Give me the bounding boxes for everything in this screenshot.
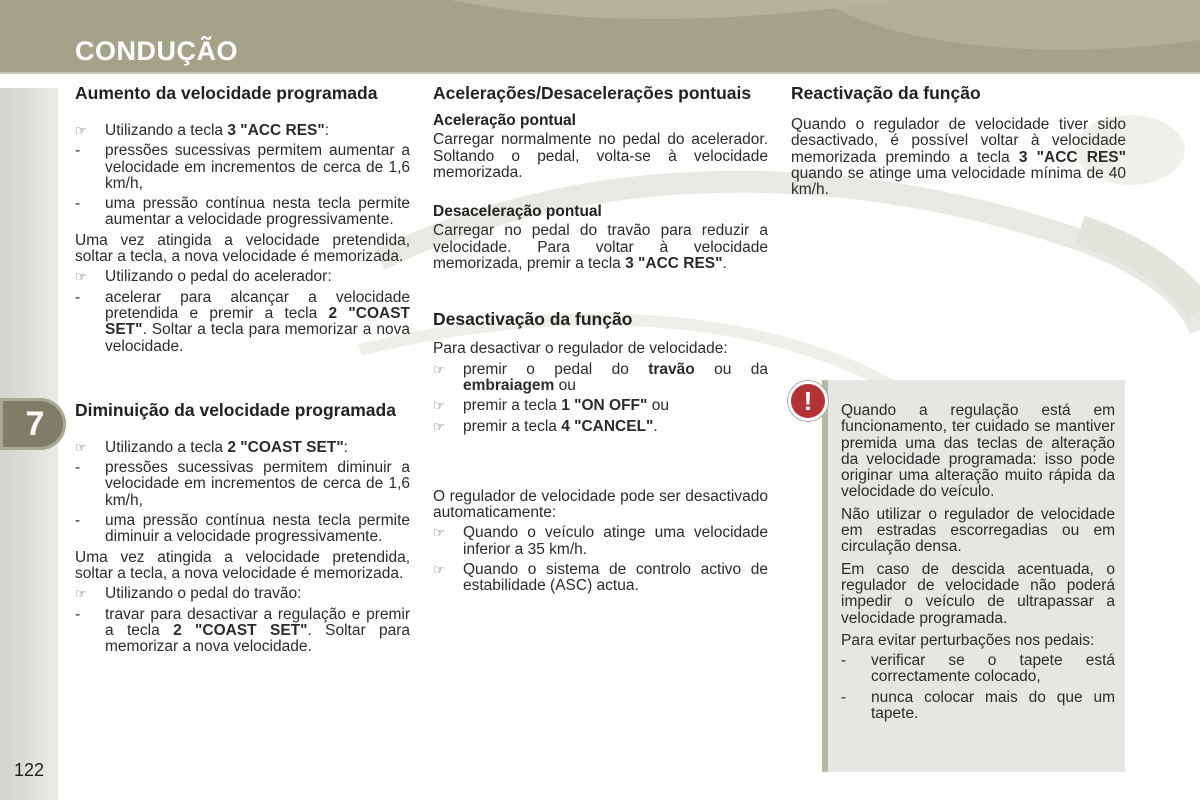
chapter-number: 7 bbox=[25, 404, 45, 443]
pointing-hand-icon: ☞ bbox=[75, 586, 87, 602]
list-item: ☞ premir a tecla 1 "ON OFF" ou bbox=[433, 397, 669, 415]
chapter-tab[interactable] bbox=[0, 398, 66, 450]
section-title-deactivation: Desactivação da função bbox=[433, 309, 633, 330]
paragraph: O regulador de velocidade pode ser desactivado automaticamente: bbox=[433, 487, 768, 522]
list-item: - verificar se o tapete está correctamente colocado, bbox=[841, 652, 1115, 686]
exclamation-icon: ! bbox=[788, 381, 828, 421]
subsection-title: Aceleração pontual bbox=[433, 112, 576, 129]
dash-marker: - bbox=[75, 605, 81, 623]
column-left bbox=[75, 84, 410, 655]
paragraph: Em caso de descida acentuada, o regulador de velocidade não poderá impedir o veículo de ultrapassar a velocidade programada. bbox=[841, 560, 1115, 627]
section-title-reactivation: Reactivação da função bbox=[791, 83, 981, 103]
warning-stripe bbox=[822, 380, 828, 772]
paragraph: Carregar no pedal do travão para reduzir a velocidade. Para voltar à velocidade memorizada, premir a tecla 3 "ACC RES". bbox=[433, 222, 768, 273]
list-item: ☞ Quando o veículo atinge uma velocidade inferior a 35 km/h. bbox=[433, 524, 768, 558]
dash-marker: - bbox=[75, 142, 81, 160]
dash-marker: - bbox=[75, 288, 81, 306]
section-title-decrease: Diminuição da velocidade programada bbox=[75, 399, 396, 420]
dash-marker: - bbox=[841, 688, 847, 706]
paragraph: Carregar normalmente no pedal do acelerador. Soltando o pedal, volta-se à velocidade memorizada. bbox=[433, 131, 768, 181]
list-item: ☞ Utilizando a tecla 3 "ACC RES": bbox=[75, 122, 330, 139]
column-middle bbox=[433, 84, 768, 595]
list-item: ☞ premir a tecla 4 "CANCEL". bbox=[433, 417, 658, 435]
paragraph: Para evitar perturbações nos pedais: bbox=[841, 631, 1095, 649]
list-item: - uma pressão contínua nesta tecla permite diminuir a velocidade progressivamente. bbox=[75, 512, 410, 546]
dash-marker: - bbox=[75, 459, 81, 477]
paragraph: Uma vez atingida a velocidade pretendida, soltar a tecla, a nova velocidade é memorizada. bbox=[75, 548, 410, 582]
dash-marker: - bbox=[75, 195, 81, 213]
page-number: 122 bbox=[14, 760, 45, 780]
list-item: - travar para desactivar a regulação e premir a tecla 2 "COAST SET". Soltar para memorizar a nova velocidade. bbox=[75, 605, 411, 656]
warning-text bbox=[841, 403, 1115, 722]
pointing-hand-icon: ☞ bbox=[433, 562, 445, 578]
page-title: CONDUÇÃO bbox=[75, 36, 238, 66]
list-item: ☞ Utilizando a tecla 2 "COAST SET": bbox=[75, 438, 348, 456]
paragraph: Quando a regulação está em funcionamento, ter cuidado se mantiver premida uma das teclas de alteração da velocidade programada: isso pode originar uma alteração muito rápida da velocidade do veículo. bbox=[841, 402, 1115, 501]
list-item: - acelerar para alcançar a velocidade pretendida e premir a tecla 2 "COAST SET". Soltar a tecla para memorizar a nova velocidade. bbox=[75, 288, 411, 355]
paragraph: Uma vez atingida a velocidade pretendida, soltar a tecla, a nova velocidade é memorizada. bbox=[75, 231, 410, 266]
list-item: - pressões sucessivas permitem aumentar a velocidade em incrementos de cerca de 1,6 km/h, bbox=[75, 142, 410, 192]
list-item: - nunca colocar mais do que um tapete. bbox=[841, 688, 1115, 723]
paragraph: Para desactivar o regulador de velocidade: bbox=[433, 340, 728, 358]
dash-marker: - bbox=[841, 652, 847, 670]
section-title-increase: Aumento da velocidade programada bbox=[75, 83, 378, 103]
pointing-hand-icon: ☞ bbox=[433, 398, 445, 414]
pointing-hand-icon: ☞ bbox=[75, 439, 87, 455]
list-item: ☞ Quando o sistema de controlo activo de estabilidade (ASC) actua. bbox=[433, 561, 768, 595]
list-item: ☞ premir o pedal do travão ou da embraiagem ou bbox=[433, 360, 768, 394]
paragraph: Quando o regulador de velocidade tiver sido desactivado, é possível voltar à velocidade memorizada premindo a tecla 3 "ACC RES" quando se atinge uma velocidade mínima de 40 km/h. bbox=[791, 116, 1126, 199]
pointing-hand-icon: ☞ bbox=[433, 525, 445, 541]
dash-marker: - bbox=[75, 512, 81, 530]
pointing-hand-icon: ☞ bbox=[75, 123, 87, 138]
column-right bbox=[791, 84, 1126, 198]
header-divider bbox=[0, 72, 1200, 74]
pointing-hand-icon: ☞ bbox=[433, 361, 445, 377]
header-band bbox=[0, 0, 1200, 72]
list-item: ☞ Utilizando o pedal do acelerador: bbox=[75, 268, 332, 286]
paragraph: Não utilizar o regulador de velocidade em estradas escorregadias ou em circulação densa. bbox=[841, 505, 1115, 556]
list-item: - uma pressão contínua nesta tecla permite aumentar a velocidade progressivamente. bbox=[75, 195, 410, 229]
subsection-title: Desaceleração pontual bbox=[433, 203, 602, 221]
list-item: ☞ Utilizando o pedal do travão: bbox=[75, 585, 302, 603]
pointing-hand-icon: ☞ bbox=[433, 418, 445, 434]
list-item: - pressões sucessivas permitem diminuir a velocidade em incrementos de cerca de 1,6 km/h, bbox=[75, 459, 410, 509]
pointing-hand-icon: ☞ bbox=[75, 269, 87, 285]
section-title-punctual: Acelerações/Desacelerações pontuais bbox=[433, 83, 752, 103]
